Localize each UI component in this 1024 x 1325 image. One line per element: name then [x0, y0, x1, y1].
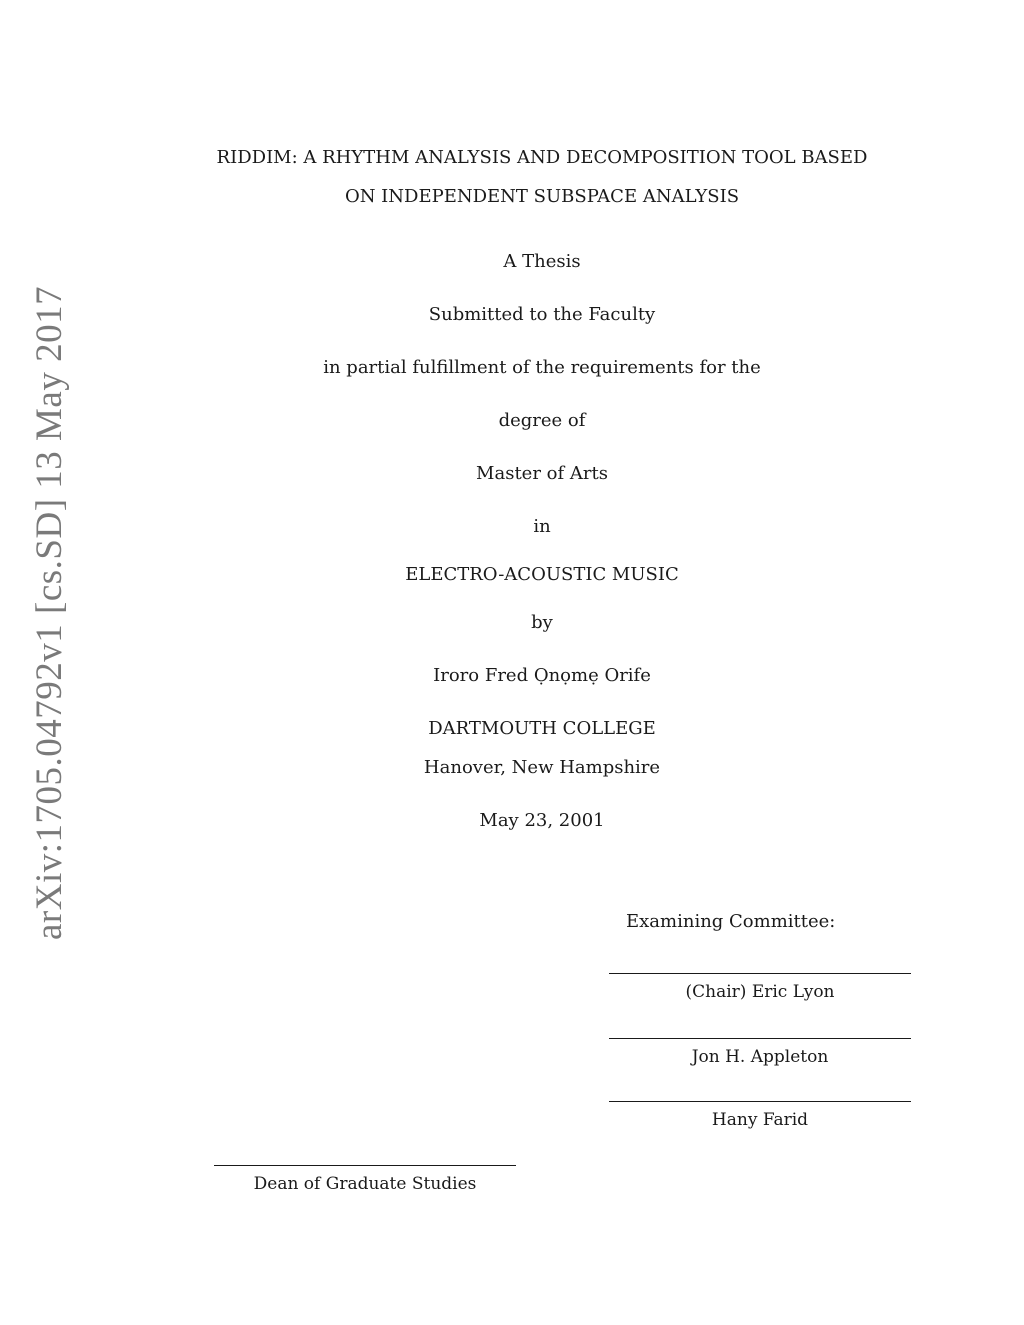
in-line: in	[533, 516, 551, 537]
signature-line	[609, 1038, 911, 1039]
dean-title: Dean of Graduate Studies	[253, 1174, 477, 1194]
by-line: by	[531, 612, 553, 633]
signature-line	[609, 973, 911, 974]
committee-member-name: (Chair) Eric Lyon	[685, 982, 835, 1002]
title-line-1: RIDDIM: A RHYTHM ANALYSIS AND DECOMPOSITION TOOL BASED	[216, 147, 868, 168]
dean-signature	[214, 1165, 516, 1194]
committee-signature-member-2	[609, 1038, 911, 1067]
committee-member-name: Hany Farid	[711, 1110, 809, 1130]
institution-name: DARTMOUTH COLLEGE	[428, 718, 656, 739]
submitted-line: Submitted to the Faculty	[428, 304, 656, 325]
field-of-study: ELECTRO-ACOUSTIC MUSIC	[405, 564, 679, 585]
committee-label: Examining Committee:	[626, 911, 836, 932]
fulfillment-line: in partial fulfillment of the requirements for the	[323, 357, 761, 378]
arxiv-identifier: arXiv:1705.04792v1 [cs.SD] 13 May 2017	[29, 285, 70, 940]
committee-signature-member-3	[609, 1101, 911, 1130]
signature-line	[609, 1101, 911, 1102]
degree-of-line: degree of	[498, 410, 586, 431]
document-type: A Thesis	[503, 251, 581, 272]
signature-line	[214, 1165, 516, 1166]
institution-location: Hanover, New Hampshire	[423, 757, 661, 778]
title-line-2: ON INDEPENDENT SUBSPACE ANALYSIS	[344, 186, 740, 207]
committee-signature-chair	[609, 973, 911, 1002]
author-name: Iroro Fred Ọnọmẹ Orife	[433, 665, 651, 686]
committee-member-name: Jon H. Appleton	[691, 1047, 829, 1067]
thesis-date: May 23, 2001	[479, 810, 605, 831]
degree-name: Master of Arts	[476, 463, 608, 484]
